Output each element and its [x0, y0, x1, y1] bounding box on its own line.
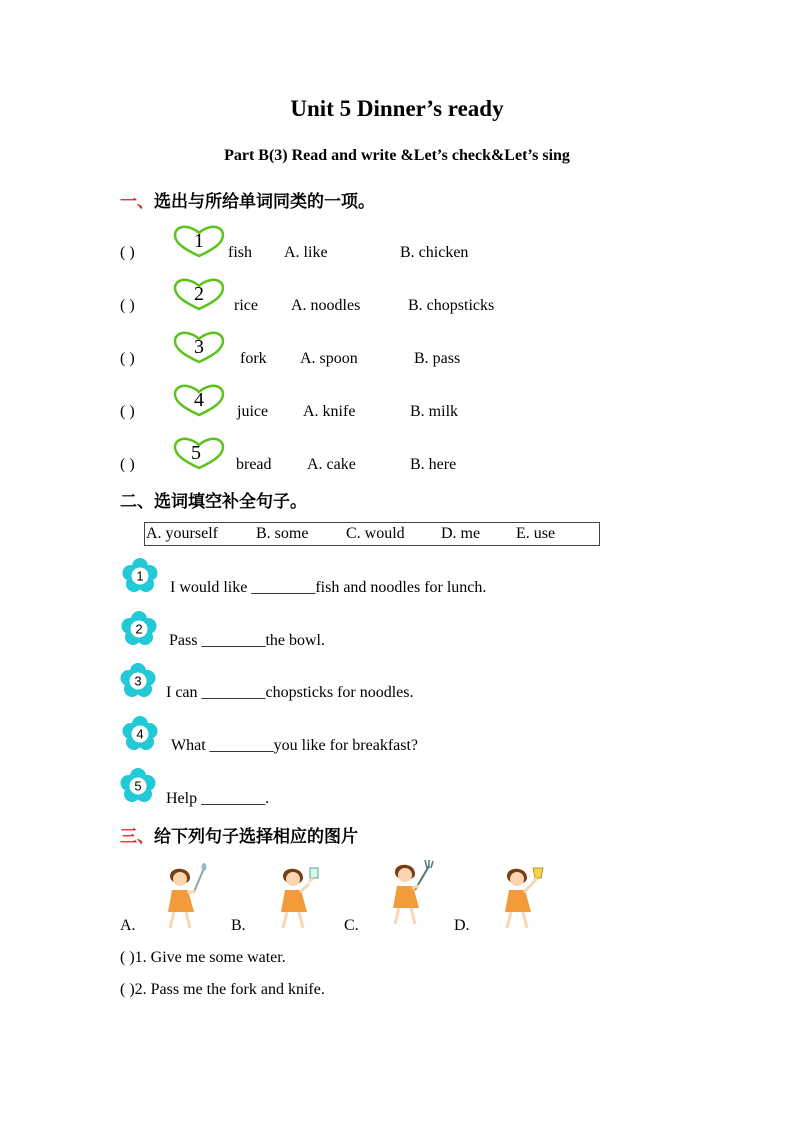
question-text: 1. Give me some water. [134, 949, 286, 966]
option-a: A. knife [303, 403, 356, 420]
option-a: A. spoon [300, 350, 358, 367]
fill-blank-sentence[interactable]: Help ________. [166, 790, 270, 807]
girl-with-spoon-picture [160, 862, 210, 932]
answer-blank[interactable]: ( ) [120, 981, 135, 998]
section-1-number: 一、 [120, 192, 154, 212]
section-3-instruction: 给下列句子选择相应的图片 [154, 827, 358, 847]
question-row [120, 949, 286, 967]
answer-blank[interactable]: ( ) [120, 456, 135, 473]
picture-label: D. [454, 917, 470, 934]
flower-number: 2 [135, 621, 143, 637]
flower-number: 5 [134, 778, 142, 794]
option-b: B. chopsticks [408, 297, 495, 314]
given-word: bread [236, 456, 272, 473]
fill-blank-sentence[interactable]: What ________you like for breakfast? [171, 737, 419, 754]
fill-blank-sentence[interactable]: I can ________chopsticks for noodles. [166, 684, 414, 701]
option-a: A. like [284, 244, 328, 261]
heart-number-icon [172, 224, 226, 258]
girl-with-fork-picture [385, 858, 435, 928]
girl-with-glass-picture [497, 862, 547, 932]
word-bank-option: A. yourself [146, 525, 218, 542]
heart-number: 3 [194, 336, 204, 358]
answer-blank[interactable]: ( ) [120, 297, 135, 314]
heart-number-icon [172, 330, 226, 364]
option-b: B. chicken [400, 244, 469, 261]
given-word: fish [228, 244, 252, 261]
flower-number: 1 [136, 568, 144, 584]
heart-number: 4 [194, 389, 204, 411]
option-b: B. here [410, 456, 457, 473]
question-row [120, 981, 325, 999]
word-bank-option: D. me [441, 525, 481, 542]
flower-number: 3 [134, 673, 142, 689]
flower-number-icon [122, 716, 158, 752]
question-text: 2. Pass me the fork and knife. [134, 981, 325, 998]
flower-number: 4 [136, 726, 144, 742]
answer-blank[interactable]: ( ) [120, 949, 135, 966]
heart-number: 1 [194, 230, 204, 252]
answer-blank[interactable]: ( ) [120, 244, 135, 261]
given-word: fork [240, 350, 267, 367]
flower-number-icon [122, 558, 158, 594]
girl-with-cup-picture [273, 862, 323, 932]
section-2-number: 二、 [120, 492, 154, 512]
heart-number-icon [172, 436, 226, 470]
fill-blank-sentence[interactable]: Pass ________the bowl. [169, 632, 325, 649]
word-bank-option: C. would [346, 525, 405, 542]
picture-label: B. [231, 917, 246, 934]
section-1-heading [120, 187, 375, 212]
given-word: rice [234, 297, 258, 314]
word-bank-option: B. some [256, 525, 309, 542]
page-title: Unit 5 Dinner’s ready [290, 96, 504, 121]
option-a: A. cake [307, 456, 356, 473]
answer-blank[interactable]: ( ) [120, 350, 135, 367]
picture-label: A. [120, 917, 136, 934]
picture-label: C. [344, 917, 359, 934]
heart-number: 5 [191, 442, 201, 464]
flower-number-icon [121, 611, 157, 647]
answer-blank[interactable]: ( ) [120, 403, 135, 420]
option-b: B. milk [410, 403, 459, 420]
heart-number-icon [172, 383, 226, 417]
option-b: B. pass [414, 350, 461, 367]
fill-blank-sentence[interactable]: I would like ________fish and noodles for lunch. [170, 579, 487, 596]
heart-number-icon [172, 277, 226, 311]
word-bank-option: E. use [516, 525, 556, 542]
word-bank-box [144, 522, 600, 546]
section-2-instruction: 选词填空补全句子。 [154, 492, 307, 512]
section-3-heading [120, 822, 358, 847]
section-2-heading [120, 487, 307, 512]
flower-number-icon [120, 663, 156, 699]
flower-number-icon [120, 768, 156, 804]
section-3-number: 三、 [120, 827, 154, 847]
section-1-instruction: 选出与所给单词同类的一项。 [154, 192, 375, 212]
option-a: A. noodles [291, 297, 361, 314]
page-subtitle: Part B(3) Read and write &Let’s check&Let’s sing [224, 147, 570, 164]
given-word: juice [237, 403, 269, 420]
heart-number: 2 [194, 283, 204, 305]
